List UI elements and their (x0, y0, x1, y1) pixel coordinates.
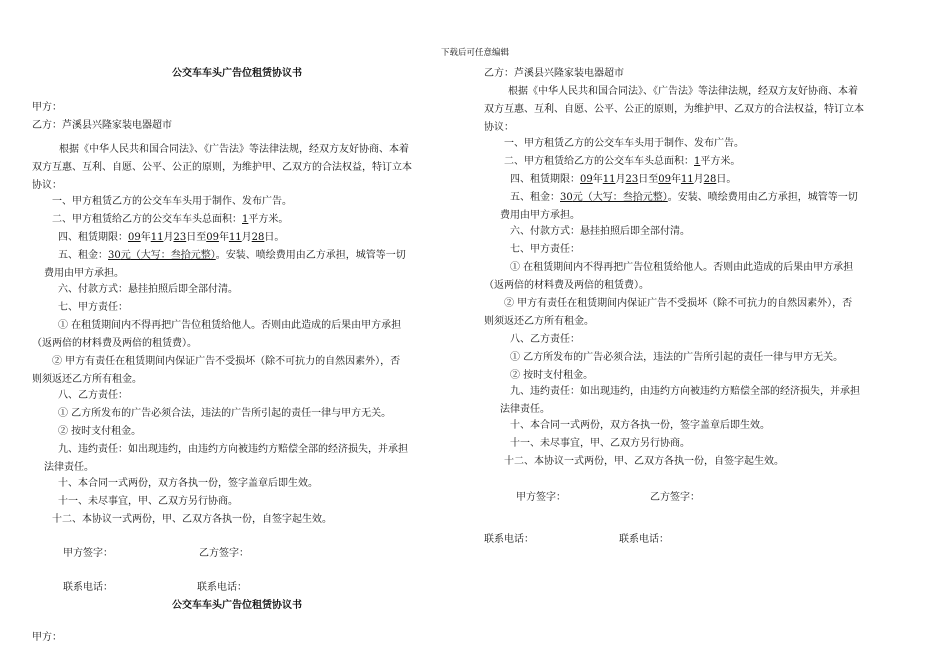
end-year: 09 (658, 174, 671, 185)
clause-10: 十、本合同一式两份，双方各执一份，签字盖章后即生效。 (58, 478, 318, 489)
clause-2-unit: 平方米。 (700, 156, 741, 167)
month-char: 月 (163, 232, 174, 243)
clause-8-1: ① 乙方所发布的广告必须合法，违法的广告所引起的责任一律与甲方无关。 (58, 408, 392, 419)
intro-line-2: 双方互惠、互利、自愿、公平、公正的原则，为维护甲、乙双方的合法权益，特订立本 (32, 162, 412, 173)
clause-2-right (504, 155, 740, 169)
end-day: 28 (703, 174, 717, 185)
clause-5-line-2-right: 费用由甲方承担。 (500, 210, 580, 221)
end-day: 28 (251, 232, 265, 243)
end-month: 11 (228, 232, 242, 243)
start-month: 11 (602, 174, 616, 185)
party-b: 乙方：芦溪县兴隆家装电器超市 (32, 120, 172, 131)
clause-8-2: ② 按时支付租金。 (58, 426, 142, 437)
clause-11: 十一、未尽事宜，甲、乙双方另行协商。 (58, 496, 238, 507)
clause-5-label: 五、租金： (510, 192, 560, 203)
year-char: 年 (670, 174, 681, 185)
party-a: 甲方： (32, 102, 62, 113)
clause-7-2a-right: ② 甲方有责任在租赁期间内保证广告不受损坏（除不可抗力的自然因素外），否 (504, 298, 853, 309)
start-year: 09 (128, 232, 141, 243)
clause-7-2a: ② 甲方有责任在租赁期间内保证广告不受损坏（除不可抗力的自然因素外），否 (52, 356, 401, 367)
clause-2-label: 二、甲方租赁给乙方的公交车车头总面积： (52, 214, 242, 225)
clause-8-1-right: ① 乙方所发布的广告必须合法，违法的广告所引起的责任一律与甲方无关。 (510, 352, 844, 363)
rent-amount: 30 (108, 250, 121, 261)
rent-currency: 元 (120, 250, 131, 261)
sign-b-right: 乙方签字： (650, 492, 700, 503)
clause-5-text: 。安装、喷绘费用由乙方承担，城管等一切 (667, 192, 858, 203)
to-char: 日至 (638, 174, 659, 185)
month-char: 月 (241, 232, 252, 243)
clause-11-right: 十一、未尽事宜，甲、乙双方另行协商。 (510, 438, 690, 449)
clause-9b-right: 法律责任。 (500, 404, 550, 415)
clause-5-right (510, 191, 858, 205)
clause-5-line-2: 费用由甲方承担。 (44, 268, 124, 279)
clause-7-1b-right: （返两倍的材料费及两倍的租赁费）。 (484, 280, 649, 291)
clause-9a: 九、违约责任：如出现违约，由违约方向被违约方赔偿全部的经济损失，并承担 (58, 444, 408, 455)
clause-7-2b-right: 则须返还乙方所有租金。 (484, 316, 594, 327)
intro-line-1-right: 根据《中华人民共和国合同法》、《广告法》等法律法规，经双方友好协商、本着 (508, 86, 858, 97)
clause-2 (52, 213, 288, 227)
clause-7-right: 七、甲方责任： (510, 244, 580, 255)
year-char: 年 (592, 174, 603, 185)
intro-line-3-right: 协议： (484, 122, 514, 133)
clause-1-right: 一、甲方租赁乙方的公交车车头用于制作、发布广告。 (504, 138, 744, 149)
clause-4 (58, 231, 284, 245)
month-char: 月 (693, 174, 704, 185)
doc-title: 公交车车头广告位租赁协议书 (172, 68, 302, 79)
intro-line-1: 根据《中华人民共和国合同法》、《广告法》等法律法规，经双方友好协商、本着 (59, 144, 409, 155)
clause-6-right: 六、付款方式：悬挂拍照后即全部付清。 (510, 226, 690, 237)
clause-8: 八、乙方责任： (58, 390, 128, 401)
clause-4-label: 四、租赁期限： (58, 232, 128, 243)
clause-5-label: 五、租金： (58, 250, 108, 261)
clause-1: 一、甲方租赁乙方的公交车车头用于制作、发布广告。 (52, 196, 292, 207)
to-char: 日至 (186, 232, 207, 243)
clause-7-2b: 则须返还乙方所有租金。 (32, 374, 142, 385)
end-char: 日。 (716, 174, 737, 185)
rent-amount: 30 (560, 192, 573, 203)
clause-2-unit: 平方米。 (248, 214, 289, 225)
start-year: 09 (580, 174, 593, 185)
clause-10-right: 十、本合同一式两份，双方各执一份，签字盖章后即生效。 (510, 420, 770, 431)
party-a-repeat: 甲方： (32, 632, 62, 643)
sign-a: 甲方签字： (63, 548, 113, 559)
party-b-right: 乙方：芦溪县兴隆家装电器超市 (484, 68, 624, 79)
clause-12: 十二、本协议一式两份，甲、乙双方各执一份，自签字起生效。 (52, 514, 332, 525)
sign-b: 乙方签字： (199, 548, 249, 559)
end-char: 日。 (264, 232, 285, 243)
clause-12-right: 十二、本协议一式两份，甲、乙双方各执一份，自签字起生效。 (504, 456, 784, 467)
clause-9a-right: 九、违约责任：如出现违约，由违约方向被违约方赔偿全部的经济损失，并承担 (510, 386, 860, 397)
start-day: 23 (625, 174, 639, 185)
phone-a-right: 联系电话： (484, 534, 534, 545)
clause-2-label: 二、甲方租赁给乙方的公交车车头总面积： (504, 156, 694, 167)
clause-5-text: 。安装、喷绘费用由乙方承担，城管等一切 (215, 250, 406, 261)
clause-7-1b: （返两倍的材料费及两倍的租赁费）。 (32, 338, 197, 349)
year-char: 年 (218, 232, 229, 243)
header-note: 下载后可任意编辑 (440, 48, 509, 58)
area-value: 1 (694, 156, 701, 167)
intro-line-2-right: 双方互惠、互利、自愿、公平、公正的原则，为维护甲、乙双方的合法权益，特订立本 (484, 104, 864, 115)
end-year: 09 (206, 232, 219, 243)
clause-7-1a-right: ① 在租赁期间内不得再把广告位租赁给他人。否则由此造成的后果由甲方承担 (510, 262, 854, 273)
doc-title-repeat: 公交车车头广告位租赁协议书 (172, 600, 302, 611)
rent-amount-capital: （大写：叁拾元整） (130, 250, 216, 261)
month-char: 月 (615, 174, 626, 185)
start-month: 11 (150, 232, 164, 243)
area-value: 1 (242, 214, 249, 225)
clause-8-right: 八、乙方责任： (510, 334, 580, 345)
clause-5 (58, 249, 406, 263)
intro-line-3: 协议： (32, 180, 62, 191)
clause-7: 七、甲方责任： (58, 302, 128, 313)
clause-6: 六、付款方式：悬挂拍照后即全部付清。 (58, 284, 238, 295)
rent-currency: 元 (572, 192, 583, 203)
clause-8-2-right: ② 按时支付租金。 (510, 370, 594, 381)
end-month: 11 (680, 174, 694, 185)
year-char: 年 (140, 232, 151, 243)
rent-amount-capital: （大写：叁拾元整） (582, 192, 668, 203)
clause-4-label: 四、租赁期限： (510, 174, 580, 185)
clause-9b: 法律责任。 (44, 462, 94, 473)
clause-4-right (510, 173, 736, 187)
phone-b-right: 联系电话： (619, 534, 669, 545)
clause-7-1a: ① 在租赁期间内不得再把广告位租赁给他人。否则由此造成的后果由甲方承担 (58, 320, 402, 331)
phone-b: 联系电话： (197, 582, 247, 593)
start-day: 23 (173, 232, 187, 243)
sign-a-right: 甲方签字： (516, 492, 566, 503)
phone-a: 联系电话： (63, 582, 113, 593)
